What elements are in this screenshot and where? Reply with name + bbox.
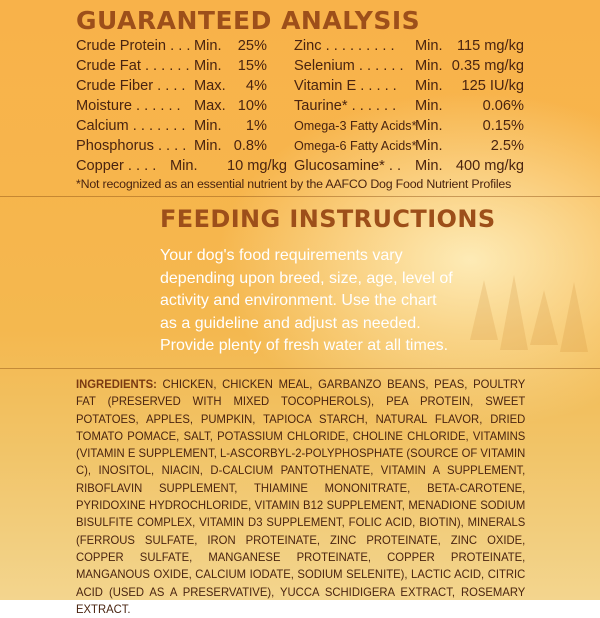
nutrient-value: 115 mg/kg (456, 38, 524, 54)
analysis-row (76, 96, 276, 116)
nutrient-name: Crude Fat . . . . . . (76, 58, 190, 74)
nutrient-value: 0.06% (482, 98, 524, 114)
analysis-row (76, 156, 287, 176)
analysis-row (294, 136, 524, 156)
nutrient-qualifier: Min. (194, 118, 222, 134)
nutrient-name: Vitamin E . . . . . (294, 78, 397, 94)
feeding-line: Your dog's food requirements vary (160, 247, 403, 264)
nutrient-value: 10 mg/kg (226, 158, 287, 174)
nutrient-qualifier: Max. (194, 78, 226, 94)
nutrient-name: Moisture . . . . . . (76, 98, 181, 114)
nutrient-value: 0.15% (482, 118, 524, 134)
analysis-row (294, 76, 524, 96)
nutrient-value: 0.8% (233, 138, 267, 154)
analysis-row (294, 96, 524, 116)
nutrient-name: Glucosamine* . . (294, 158, 402, 174)
tree-silhouette (500, 275, 528, 350)
analysis-row (294, 36, 524, 56)
nutrient-qualifier: Min. (415, 78, 443, 94)
nutrient-qualifier: Min. (194, 58, 222, 74)
ingredients-text: CHICKEN, CHICKEN MEAL, GARBANZO BEANS, PEAS, POULTRY FAT (PRESERVED WITH MIXED TOCOPHEROLS), PEA PROTEIN, SWEET POTATOES, APPLES, PUMPKIN, TAPIOCA STARCH, NATURAL FLAVOR, DRIED TOMATO POMACE, SALT, POTASSIUM CHLORIDE, CHOLINE CHLORIDE, VITAMINS (VITAMIN E SUPPLEMENT, L-ASCORBYL-2-POLYPHOSPHATE (SOURCE OF VITAMIN C), INOSITOL, NIACIN, D-CALCIUM PANTOTHENATE, VITAMIN A SUPPLEMENT, RIBOFLAVIN SUPPLEMENT, THIAMINE MONONITRATE, BETA-CAROTENE, PYRIDOXINE HYDROCHLORIDE, VITAMIN B12 SUPPLEMENT, MENADIONE SODIUM BISULFITE COMPLEX, VITAMIN D3 SUPPLEMENT, FOLIC ACID, BIOTIN), MINERALS (FERROUS SULFATE, IRON PROTEINATE, ZINC PROTEINATE, ZINC OXIDE, COPPER SULFATE, MANGANESE PROTEINATE, COPPER PROTEINATE, MANGANOUS OXIDE, CALCIUM IODATE, SODIUM SELENITE), LACTIC ACID, CITRIC ACID (USED AS A PRESERVATIVE), YUCCA SCHIDIGERA EXTRACT, ROSEMARY EXTRACT. (76, 377, 526, 616)
analysis-row (76, 116, 276, 136)
analysis-row (294, 156, 524, 176)
feeding-line: Provide plenty of fresh water at all times. (160, 337, 449, 354)
feeding-instructions-title: FEEDING INSTRUCTIONS (160, 205, 496, 233)
nutrient-qualifier: Min. (415, 38, 443, 54)
analysis-row (76, 36, 276, 56)
nutrient-name: Crude Fiber . . . . (76, 78, 186, 94)
analysis-row (294, 116, 524, 136)
nutrient-name: Copper . . . . (76, 158, 157, 174)
aafco-footnote: *Not recognized as an essential nutrient by the AAFCO Dog Food Nutrient Profiles (76, 177, 512, 191)
tree-silhouette (470, 280, 498, 340)
nutrient-value: 125 IU/kg (461, 78, 524, 94)
nutrient-qualifier: Min. (415, 58, 443, 74)
nutrient-value: 15% (237, 58, 267, 74)
nutrient-qualifier: Min. (415, 138, 443, 154)
guaranteed-analysis-title: GUARANTEED ANALYSIS (76, 6, 421, 35)
nutrient-qualifier: Max. (194, 98, 226, 114)
section-divider (0, 368, 600, 369)
nutrient-value: 2.5% (490, 138, 524, 154)
nutrient-name: Omega-6 Fatty Acids* (294, 139, 417, 153)
nutrient-name: Zinc . . . . . . . . . (294, 38, 395, 54)
nutrient-value: 1% (245, 118, 267, 134)
nutrient-name: Omega-3 Fatty Acids* (294, 119, 417, 133)
feeding-line: depending upon breed, size, age, level of (160, 269, 453, 287)
ingredients-list (76, 376, 525, 618)
nutrient-name: Calcium . . . . . . . (76, 118, 186, 134)
nutrient-qualifier: Min. (415, 98, 443, 114)
nutrient-qualifier: Min. (194, 138, 222, 154)
feeding-instructions-text (160, 245, 460, 358)
feeding-line: as a guideline and adjust as needed. (160, 314, 421, 332)
tree-silhouette (560, 282, 588, 352)
nutrient-name: Crude Protein . . . (76, 38, 191, 54)
nutrient-value: 4% (245, 78, 267, 94)
analysis-row (294, 56, 524, 76)
nutrient-value: 25% (237, 38, 267, 54)
nutrient-name: Phosphorus . . . . (76, 138, 187, 154)
nutrient-value: 0.35 mg/kg (451, 58, 524, 74)
nutrient-qualifier: Min. (194, 38, 222, 54)
analysis-row (76, 56, 276, 76)
section-divider (0, 196, 600, 197)
analysis-row (76, 76, 276, 96)
analysis-row (76, 136, 276, 156)
nutrient-name: Selenium . . . . . . (294, 58, 404, 74)
nutrient-value: 10% (237, 98, 267, 114)
ingredients-label: INGREDIENTS: (76, 377, 157, 391)
nutrient-qualifier: Min. (170, 158, 198, 174)
nutrient-qualifier: Min. (415, 158, 443, 174)
nutrient-name: Taurine* . . . . . . (294, 98, 397, 114)
tree-silhouette (530, 290, 558, 345)
feeding-line: activity and environment. Use the chart (160, 292, 437, 309)
nutrient-qualifier: Min. (415, 118, 443, 134)
nutrient-value: 400 mg/kg (455, 158, 524, 174)
